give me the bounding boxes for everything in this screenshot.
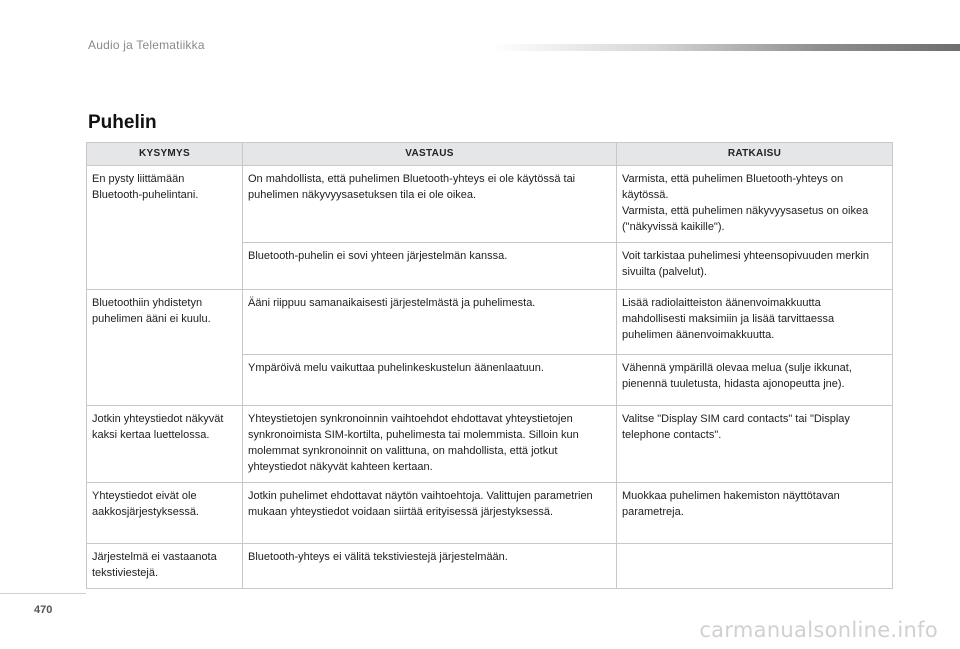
solution-cell: Voit tarkistaa puhelimesi yhteensopivuuden merkin sivuilta (palvelut). [617,243,893,290]
question-cell: En pysty liittämään Bluetooth-puhelintani. [87,166,243,290]
table-header-row [87,143,893,166]
section-title: Puhelin [88,112,157,133]
answer-cell: Yhteystietojen synkronoinnin vaihtoehdot ehdottavat yhteystietojen synkronoimista SIM-kortilta, puhelimesta tai molemmista. Silloin kun molemmat synkronoinnit on valittuna, on mahdollista, että jotkut yhteystiedot näkyvät kahteen kertaan. [243,406,617,483]
answer-cell: Ympäröivä melu vaikuttaa puhelinkeskustelun äänenlaatuun. [243,355,617,406]
watermark-text: carmanualsonline.info [699,618,938,642]
column-header-answer: VASTAUS [243,143,617,166]
table-row [87,290,893,355]
solution-cell: Vähennä ympärillä olevaa melua (sulje ikkunat, pienennä tuuletusta, hidasta ajonopeutta jne). [617,355,893,406]
solution-cell [617,544,893,589]
faq-table [86,142,893,589]
answer-cell: Jotkin puhelimet ehdottavat näytön vaihtoehtoja. Valittujen parametrien mukaan yhteystiedot voidaan siirtää erityisessä järjestyksessä. [243,483,617,544]
answer-cell: Bluetooth-puhelin ei sovi yhteen järjestelmän kanssa. [243,243,617,290]
page-number: 470 [34,604,53,616]
column-header-solution: RATKAISU [617,143,893,166]
solution-cell: Muokkaa puhelimen hakemiston näyttötavan parametreja. [617,483,893,544]
table-row [87,544,893,589]
answer-cell: Bluetooth-yhteys ei välitä tekstiviestejä järjestelmään. [243,544,617,589]
question-cell: Yhteystiedot eivät ole aakkosjärjestyksessä. [87,483,243,544]
question-cell: Jotkin yhteystiedot näkyvät kaksi kertaa luettelossa. [87,406,243,483]
table-row [87,483,893,544]
column-header-question: KYSYMYS [87,143,243,166]
header-gradient-bar [490,44,960,51]
question-cell: Järjestelmä ei vastaanota tekstiviestejä. [87,544,243,589]
footer-divider [0,593,86,594]
table-row [87,406,893,483]
answer-cell: Ääni riippuu samanaikaisesti järjestelmästä ja puhelimesta. [243,290,617,355]
answer-cell: On mahdollista, että puhelimen Bluetooth-yhteys ei ole käytössä tai puhelimen näkyvyysasetuksen tila ei ole oikea. [243,166,617,243]
question-cell: Bluetoothiin yhdistetyn puhelimen ääni ei kuulu. [87,290,243,406]
header-title: Audio ja Telematiikka [88,38,205,52]
solution-cell: Varmista, että puhelimen Bluetooth-yhteys on käytössä. Varmista, että puhelimen näkyvyysasetus on oikea ("näkyvissä kaikille"). [617,166,893,243]
solution-cell: Lisää radiolaitteiston äänenvoimakkuutta mahdollisesti maksimiin ja lisää tarvittaessa puhelimen äänenvoimakkuutta. [617,290,893,355]
table-row [87,166,893,243]
solution-cell: Valitse "Display SIM card contacts" tai "Display telephone contacts". [617,406,893,483]
